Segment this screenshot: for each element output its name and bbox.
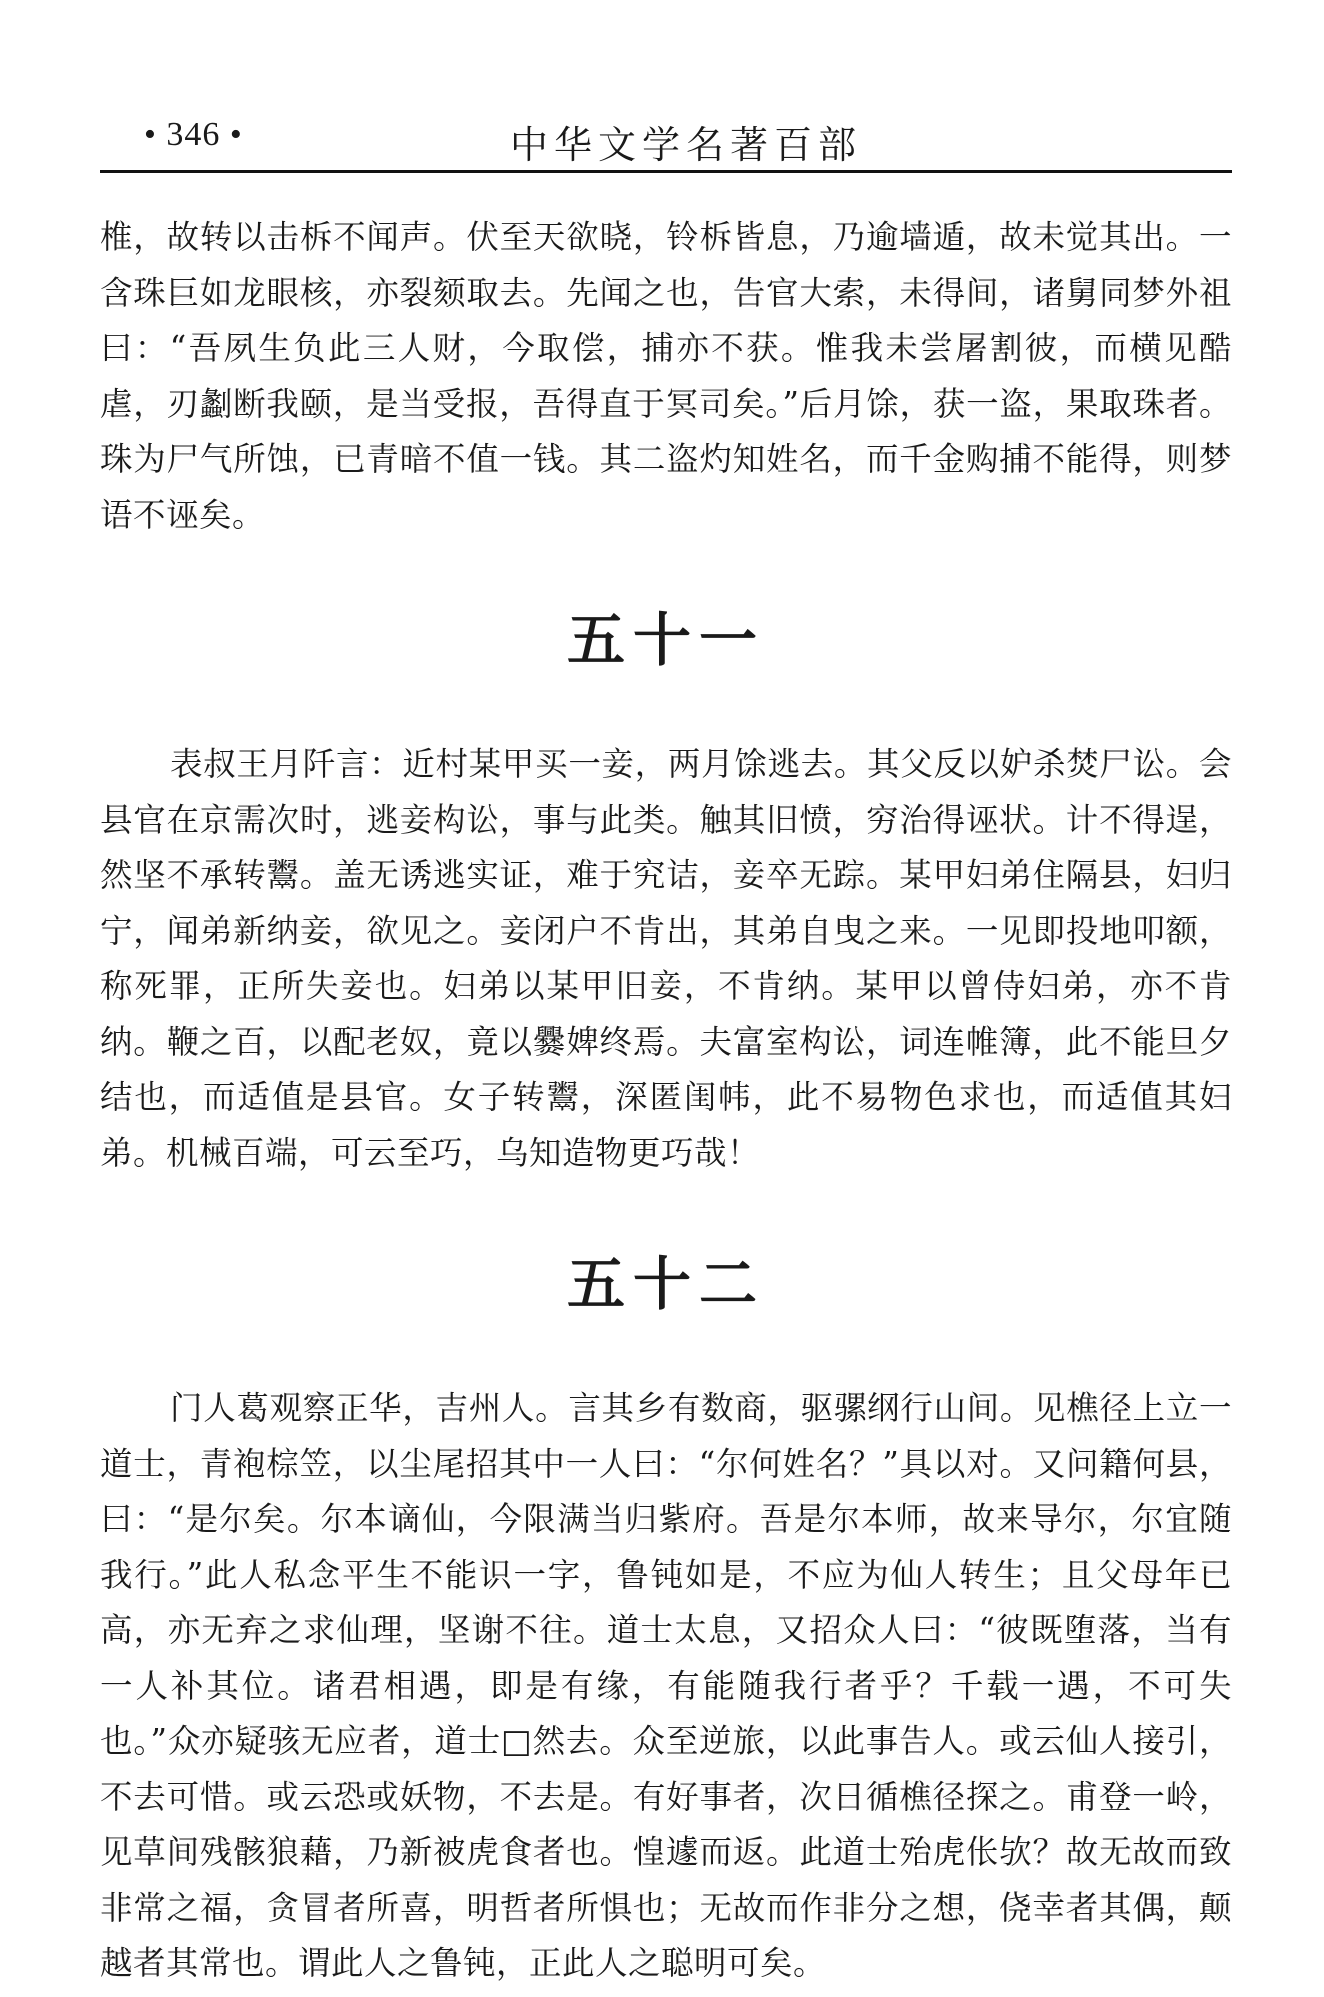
- section-title-51: 五十一: [566, 606, 765, 674]
- page-number: • 346 •: [144, 116, 243, 153]
- section-52-paragraph: 门人葛观察正华，吉州人。言其乡有数商，驱骡纲行山间。见樵径上立一道士，青袍棕笠，以尘尾招其中一人曰：“尔何姓名？”具以对。又问籍何县，曰：“是尔矣。尔本谪仙，今限满当归紫府。吾是尔本师，故来导尔，尔宜随我行。”此人私念平生不能识一字，鲁钝如是，不应为仙人转生；且父母年已高，亦无弃之求仙理，坚谢不往。道士太息，又招众人曰：“彼既堕落，当有一人补其位。诸君相遇，即是有缘，有能随我行者乎？千载一遇，不可失也。”众亦疑骇无应者，道士□然去。众至逆旅，以此事告人。或云仙人接引，不去可惜。或云恐或妖物，不去是。有好事者，次日循樵径探之。甫登一岭，见草间残骸狼藉，乃新被虎食者也。惶遽而返。此道士殆虎伥欤？故无故而致非常之福，贪冒者所喜，明哲者所惧也；无故而作非分之想，侥幸者其偶，颠越者其常也。谓此人之鲁钝，正此人之聪明可矣。: [100, 1389, 1232, 1982]
- header-rule: [100, 170, 1232, 173]
- continuation-paragraph: 椎，故转以击柝不闻声。伏至天欲晓，铃柝皆息，乃逾墙遁，故未觉其出。一含珠巨如龙眼核，亦裂颏取去。先闻之也，告官大索，未得间，诸舅同梦外祖曰：“吾夙生负此三人财，今取偿，捕亦不获。惟我未尝屠割彼，而横见酷虐，刃劙断我颐，是当受报，吾得直于冥司矣。”后月馀，获一盗，果取珠者。珠为尸气所蚀，已青暗不值一钱。其二盗灼知姓名，而千金购捕不能得，则梦语不诬矣。: [100, 218, 1232, 534]
- section-51-paragraph: 表叔王月阡言：近村某甲买一妾，两月馀逃去。其父反以妒杀焚尸讼。会县官在京需次时，逃妾构讼，事与此类。触其旧愤，穷治得诬状。计不得逞，然坚不承转鬻。盖无诱逃实证，难于究诘，妾卒无踪。某甲妇弟住隔县，妇归宁，闻弟新纳妾，欲见之。妾闭户不肯出，其弟自曳之来。一见即投地叩额，称死罪，正所失妾也。妇弟以某甲旧妾，不肯纳。某甲以曾侍妇弟，亦不肯纳。鞭之百，以配老奴，竟以爨婢终焉。夫富室构讼，词连帷簿，此不能旦夕结也，而适值是县官。女子转鬻，深匿闺帏，此不易物色求也，而适值其妇弟。机械百端，可云至巧，乌知造物更巧哉！: [100, 745, 1232, 1172]
- section-title-52: 五十二: [566, 1250, 765, 1318]
- running-title: 中华文学名著百部: [510, 123, 863, 167]
- page-body: [100, 210, 1232, 1992]
- page-header: [100, 108, 1232, 170]
